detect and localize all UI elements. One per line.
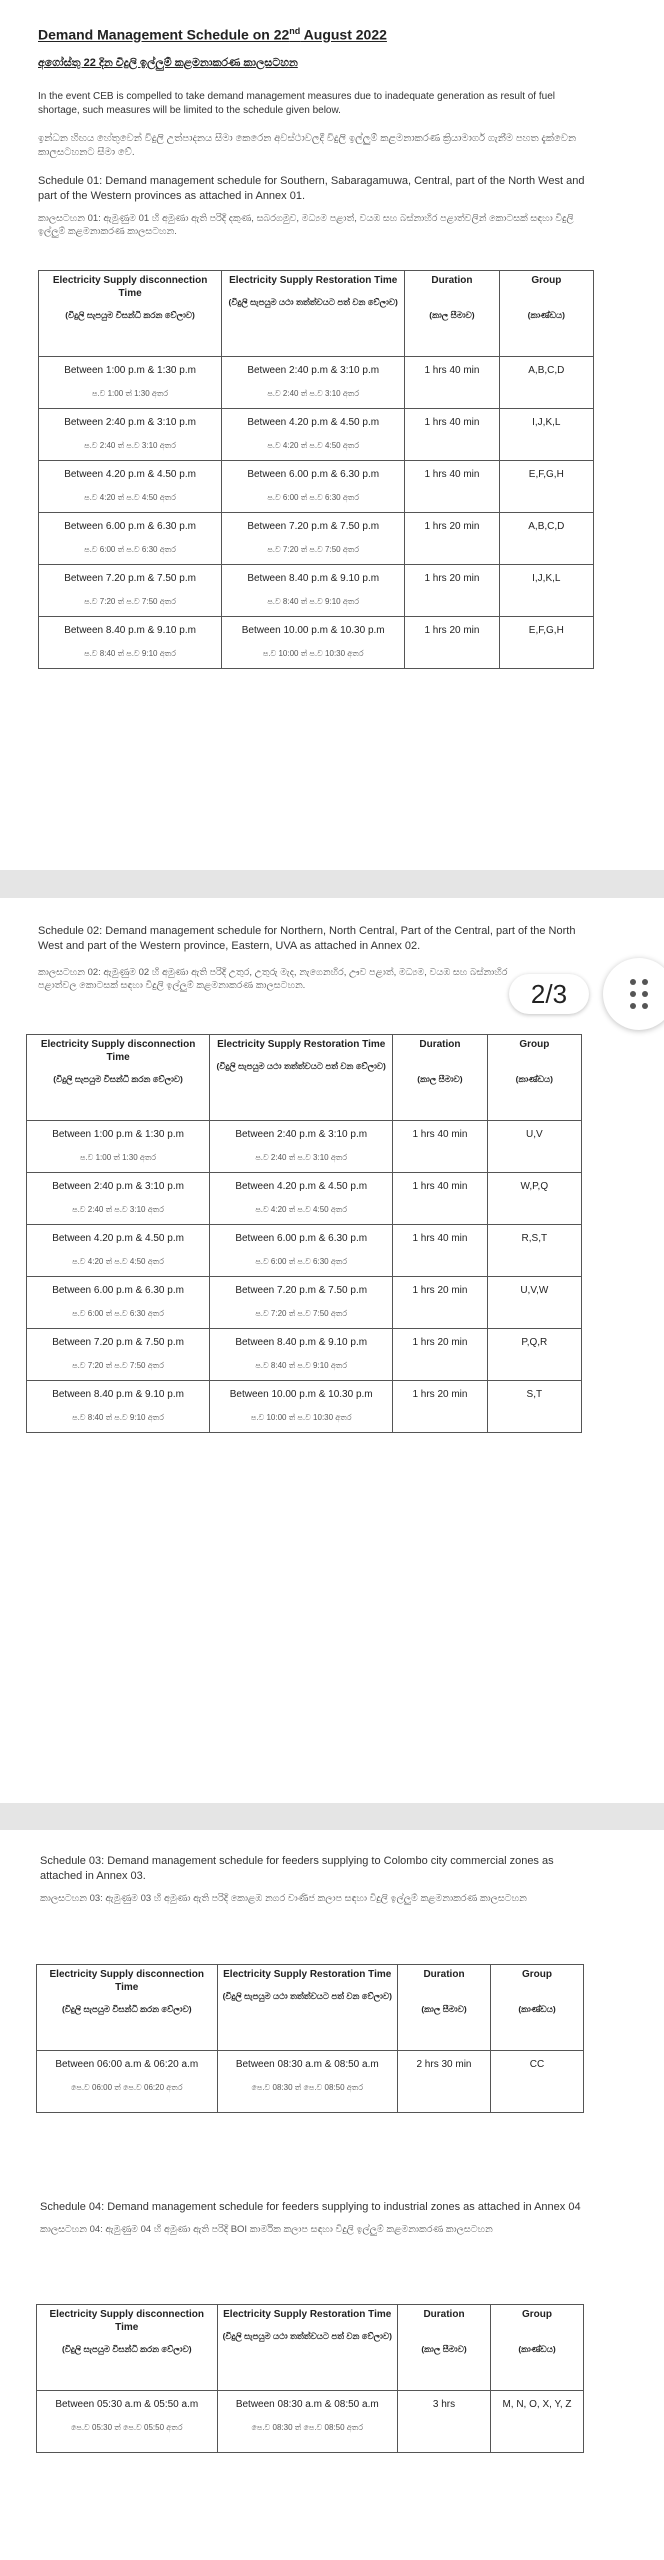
schedule-3-title: Schedule 03: Demand management schedule for feeders supplying to Colombo city commercial zones as attached in Annex 03. <box>40 1855 554 1882</box>
page-indicator[interactable]: 2/3 <box>509 974 589 1014</box>
disconnect-time-cell: Between 05:30 a.m & 05:50 a.m පෙ.ව 05:30 ත් පෙ.ව 05:50 අතර <box>37 2391 218 2453</box>
duration-header: Duration (කාල සීමාව) <box>398 1965 491 2051</box>
schedule-4-table-wrap <box>36 2304 584 2453</box>
duration-cell: 1 hrs 40 min <box>393 1121 487 1173</box>
table-row <box>39 565 594 617</box>
table-row <box>27 1121 582 1173</box>
disconnect-time-cell: Between 6.00 p.m & 6.30 p.m ප.ව 6:00 ත් ප.ව 6:30 අතර <box>27 1277 210 1329</box>
page-1-content <box>38 26 594 238</box>
schedule-1-title-sinhala: කාලසටහන 01: ඇමුණුම 01 හි අමුණා ඇති පරිදි දකුණ, සබරගමුව, මධ්‍යම පළාත්, වයඹ සහ බස්නාහිර පළාත්වලින් කොටසක් සඳහා විදුලි ඉල්ලුම් කළමනාකරණ කාලසටහන. <box>38 212 574 237</box>
restore-time-cell: Between 08:30 a.m & 08:50 a.m පෙ.ව 08:30 ත් පෙ.ව 08:50 අතර <box>217 2391 398 2453</box>
table-row <box>39 357 594 409</box>
schedule-table <box>26 1034 582 1433</box>
duration-header: Duration (කාල සීමාව) <box>398 2305 491 2391</box>
disconnect-time-cell: Between 06:00 a.m & 06:20 a.m පෙ.ව 06:00 ත් පෙ.ව 06:20 අතර <box>37 2051 218 2113</box>
table-row <box>27 1225 582 1277</box>
group-cell: I,J,K,L <box>499 409 593 461</box>
document-title: Demand Management Schedule on 22nd August 2022 <box>38 26 387 43</box>
document-page-2 <box>0 898 664 1803</box>
duration-cell: 1 hrs 40 min <box>393 1225 487 1277</box>
disconnect-time-cell: Between 8.40 p.m & 9.10 p.m ප.ව 8:40 ත් ප.ව 9:10 අතර <box>27 1381 210 1433</box>
table-header-row <box>37 1965 584 2051</box>
restore-time-cell: Between 10.00 p.m & 10.30 p.m ප.ව 10:00 ත් ප.ව 10:30 අතර <box>210 1381 393 1433</box>
schedule-1-table-wrap <box>38 270 594 669</box>
disconnect-time-cell: Between 2:40 p.m & 3:10 p.m ප.ව 2:40 ත් ප.ව 3:10 අතර <box>39 409 222 461</box>
group-cell: E,F,G,H <box>499 617 593 669</box>
duration-cell: 1 hrs 20 min <box>405 513 499 565</box>
group-cell: M, N, O, X, Y, Z <box>490 2391 583 2453</box>
disconnect-time-cell: Between 8.40 p.m & 9.10 p.m ප.ව 8:40 ත් ප.ව 9:10 අතර <box>39 617 222 669</box>
table-row <box>27 1173 582 1225</box>
group-cell: E,F,G,H <box>499 461 593 513</box>
disconnect-time-header: Electricity Supply disconnection Time (විදුලි සැපයුම විසන්ධි කරන වේලාව) <box>39 271 222 357</box>
group-cell: A,B,C,D <box>499 513 593 565</box>
restore-time-cell: Between 6.00 p.m & 6.30 p.m ප.ව 6:00 ත් ප.ව 6:30 අතර <box>210 1225 393 1277</box>
table-row <box>39 461 594 513</box>
table-header-row <box>27 1035 582 1121</box>
duration-cell: 1 hrs 20 min <box>393 1381 487 1433</box>
restore-time-cell: Between 08:30 a.m & 08:50 a.m පෙ.ව 08:30 ත් පෙ.ව 08:50 අතර <box>217 2051 398 2113</box>
group-cell: P,Q,R <box>487 1329 581 1381</box>
group-header: Group (කාණ්ඩය) <box>490 1965 583 2051</box>
table-header-row <box>37 2305 584 2391</box>
restore-time-cell: Between 7.20 p.m & 7.50 p.m ප.ව 7:20 ත් ප.ව 7:50 අතර <box>210 1277 393 1329</box>
disconnect-time-cell: Between 6.00 p.m & 6.30 p.m ප.ව 6:00 ත් ප.ව 6:30 අතර <box>39 513 222 565</box>
page-3-content-a <box>40 1854 596 1905</box>
restore-time-cell: Between 4.20 p.m & 4.50 p.m ප.ව 4:20 ත් ප.ව 4:50 අතර <box>210 1173 393 1225</box>
document-title-sinhala: අගෝස්තු 22 දින විදුලි ඉල්ලුම් කළමනාකරණ කාලසටහන <box>38 56 298 69</box>
schedule-3-title-sinhala: කාලසටහන 03: ඇමුණුම 03 හි අමුණා ඇති පරිදි කොළඹ නගර වාණිජ කලාප සඳහා විදුලි ඉල්ලුම් කළමනාකරණ කාලසටහන <box>40 1893 527 1904</box>
page-2-content <box>38 924 594 992</box>
schedule-2-table-wrap <box>26 1034 582 1433</box>
restore-time-cell: Between 2:40 p.m & 3:10 p.m ප.ව 2:40 ත් ප.ව 3:10 අතර <box>222 357 405 409</box>
duration-cell: 1 hrs 20 min <box>393 1277 487 1329</box>
restore-time-cell: Between 4.20 p.m & 4.50 p.m ප.ව 4:20 ත් ප.ව 4:50 අතර <box>222 409 405 461</box>
disconnect-time-cell: Between 2:40 p.m & 3:10 p.m ප.ව 2:40 ත් ප.ව 3:10 අතර <box>27 1173 210 1225</box>
schedule-table <box>36 2304 584 2453</box>
group-cell: A,B,C,D <box>499 357 593 409</box>
restore-time-cell: Between 10.00 p.m & 10.30 p.m ප.ව 10:00 ත් ප.ව 10:30 අතර <box>222 617 405 669</box>
disconnect-time-header: Electricity Supply disconnection Time (විදුලි සැපයුම විසන්ධි කරන වේලාව) <box>27 1035 210 1121</box>
schedule-table <box>38 270 594 669</box>
schedule-4-title-sinhala: කාලසටහන 04: ඇමුණුම 04 හි අමුණා ඇති පරිදි BOI කාර්මික කලාප සඳහා විදුලි ඉල්ලුම් කළමනාකරණ කාලසටහන <box>40 2224 493 2235</box>
duration-cell: 2 hrs 30 min <box>398 2051 491 2113</box>
group-cell: U,V <box>487 1121 581 1173</box>
group-cell: S,T <box>487 1381 581 1433</box>
restore-time-header: Electricity Supply Restoration Time (විදුලි සැපයුම යථා තත්ත්වයට පත් වන වේලාව) <box>217 1965 398 2051</box>
schedule-2-title: Schedule 02: Demand management schedule for Northern, North Central, Part of the Central, part of the North West and part of the Western province, Eastern, UVA as attached in Annex 02. <box>38 925 576 952</box>
disconnect-time-cell: Between 7.20 p.m & 7.50 p.m ප.ව 7:20 ත් ප.ව 7:50 අතර <box>27 1329 210 1381</box>
group-header: Group (කාණ්ඩය) <box>487 1035 581 1121</box>
table-row <box>39 617 594 669</box>
disconnect-time-cell: Between 7.20 p.m & 7.50 p.m ප.ව 7:20 ත් ප.ව 7:50 අතර <box>39 565 222 617</box>
duration-cell: 1 hrs 40 min <box>405 409 499 461</box>
table-row <box>37 2391 584 2453</box>
duration-header: Duration (කාල සීමාව) <box>393 1035 487 1121</box>
table-row <box>27 1277 582 1329</box>
disconnect-time-cell: Between 1:00 p.m & 1:30 p.m ප.ව 1:00 ත් 1:30 අතර <box>39 357 222 409</box>
disconnect-time-cell: Between 1:00 p.m & 1:30 p.m ප.ව 1:00 ත් 1:30 අතර <box>27 1121 210 1173</box>
restore-time-cell: Between 6.00 p.m & 6.30 p.m ප.ව 6:00 ත් ප.ව 6:30 අතර <box>222 461 405 513</box>
document-page-3 <box>0 1830 664 2560</box>
table-row <box>39 513 594 565</box>
schedule-3-table-wrap <box>36 1964 584 2113</box>
duration-cell: 3 hrs <box>398 2391 491 2453</box>
schedule-table <box>36 1964 584 2113</box>
group-cell: U,V,W <box>487 1277 581 1329</box>
restore-time-cell: Between 2:40 p.m & 3:10 p.m ප.ව 2:40 ත් ප.ව 3:10 අතර <box>210 1121 393 1173</box>
table-row <box>39 409 594 461</box>
restore-time-cell: Between 8.40 p.m & 9.10 p.m ප.ව 8:40 ත් ප.ව 9:10 අතර <box>210 1329 393 1381</box>
group-cell: CC <box>490 2051 583 2113</box>
table-header-row <box>39 271 594 357</box>
disconnect-time-header: Electricity Supply disconnection Time (විදුලි සැපයුම විසන්ධි කරන වේලාව) <box>37 1965 218 2051</box>
duration-cell: 1 hrs 20 min <box>405 617 499 669</box>
group-cell: I,J,K,L <box>499 565 593 617</box>
restore-time-header: Electricity Supply Restoration Time (විදුලි සැපයුම යථා තත්ත්වයට පත් වන වේලාව) <box>210 1035 393 1121</box>
schedule-2-title-sinhala: කාලසටහන 02: ඇමුණුම 02 හි අමුණා ඇති පරිදි උතුර, උතුරු මැද, නැගෙනහිර, ඌව පළාත්, මධ්‍යම, වයඹ සහ බස්නාහිර පළාත්වල කොටසක් සඳහා විදුලි ඉල්ලුම් කළමනාකරණ කාලසටහන. <box>38 967 508 991</box>
duration-cell: 1 hrs 20 min <box>393 1329 487 1381</box>
disconnect-time-cell: Between 4.20 p.m & 4.50 p.m ප.ව 4:20 ත් ප.ව 4:50 අතර <box>39 461 222 513</box>
schedule-1-title: Schedule 01: Demand management schedule for Southern, Sabaragamuwa, Central, part of the North West and part of the Western provinces as attached in Annex 01. <box>38 174 585 202</box>
group-header: Group (කාණ්ඩය) <box>499 271 593 357</box>
restore-time-cell: Between 8.40 p.m & 9.10 p.m ප.ව 8:40 ත් ප.ව 9:10 අතර <box>222 565 405 617</box>
duration-header: Duration (කාල සීමාව) <box>405 271 499 357</box>
table-row <box>37 2051 584 2113</box>
duration-cell: 1 hrs 40 min <box>393 1173 487 1225</box>
page-3-content-b <box>40 2200 596 2236</box>
table-row <box>27 1329 582 1381</box>
restore-time-header: Electricity Supply Restoration Time (විදුලි සැපයුම යථා තත්ත්වයට පත් වන වේලාව) <box>222 271 405 357</box>
restore-time-cell: Between 7.20 p.m & 7.50 p.m ප.ව 7:20 ත් ප.ව 7:50 අතර <box>222 513 405 565</box>
intro-english: In the event CEB is compelled to take demand management measures due to inadequate generation as result of fuel shortage, such measures will be limited to the schedule given below. <box>38 90 555 116</box>
duration-cell: 1 hrs 40 min <box>405 461 499 513</box>
restore-time-header: Electricity Supply Restoration Time (විදුලි සැපයුම යථා තත්ත්වයට පත් වන වේලාව) <box>217 2305 398 2391</box>
duration-cell: 1 hrs 40 min <box>405 357 499 409</box>
disconnect-time-cell: Between 4.20 p.m & 4.50 p.m ප.ව 4:20 ත් ප.ව 4:50 අතර <box>27 1225 210 1277</box>
duration-cell: 1 hrs 20 min <box>405 565 499 617</box>
group-header: Group (කාණ්ඩය) <box>490 2305 583 2391</box>
intro-sinhala: ඉන්ධන හිඟය හේතුවෙන් විදුලි උත්පාදනය සීමා කෙරෙන අවස්ථාවලදී විදුලි ඉල්ලුම් කළමනාකරණ ක්‍රියාමාර්ග ගැනීම පහත දැක්වෙන කාලසටහනට සීමා වේ. <box>38 132 577 158</box>
group-cell: R,S,T <box>487 1225 581 1277</box>
disconnect-time-header: Electricity Supply disconnection Time (විදුලි සැපයුම විසන්ධි කරන වේලාව) <box>37 2305 218 2391</box>
schedule-4-title: Schedule 04: Demand management schedule for feeders supplying to industrial zones as attached in Annex 04 <box>40 2201 581 2213</box>
group-cell: W,P,Q <box>487 1173 581 1225</box>
document-page-1 <box>0 0 664 870</box>
table-row <box>27 1381 582 1433</box>
